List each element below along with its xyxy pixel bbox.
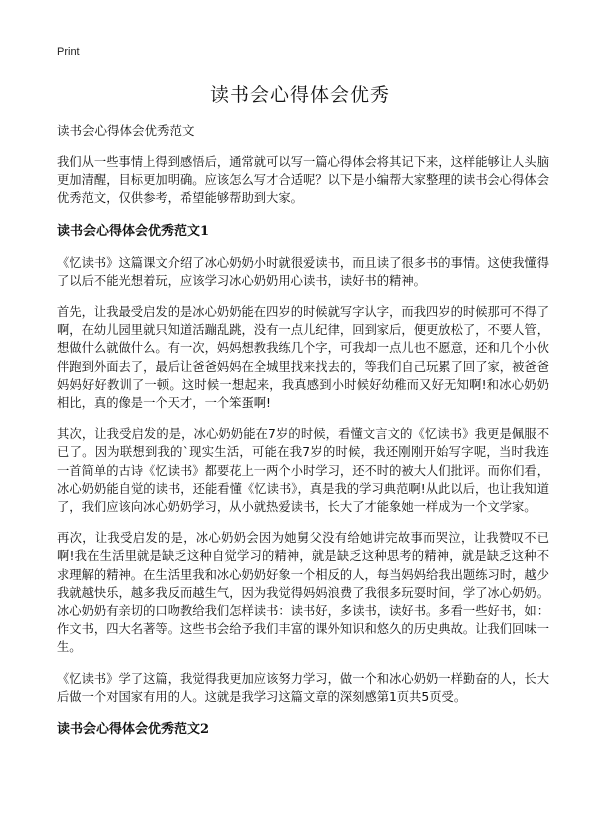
page-title: 读书会心得体会优秀 [209,84,390,106]
body-paragraph: 再次，让我受启发的是，冰心奶奶会因为她舅父没有给她讲完故事而哭泣，让我赞叹不已啊!我在生活里就是缺乏这种自觉学习的精神，就是缺乏这种思考的精神，就是缺乏这种不求理解的精神。在生活里我和冰心奶奶好象一个相反的人，每当妈妈给我出题练习时，越少我就越快乐，越多我反而越生气，因为我觉得妈妈浪费了我很多玩耍时间，学了冰心奶奶。冰心奶奶有亲切的口吻教给我们怎样读书：读书好，多读书，读好书。多看一些好书，如：作文书，四大名著等。这些书会给予我们丰富的课外知识和悠久的历史典故。让我们回味一生。 [57,531,549,655]
document-body [57,122,549,739]
section-heading-1: 读书会心得体会优秀范文1 [57,223,210,239]
body-paragraph: 《忆读书》学了这篇，我觉得我更加应该努力学习，做一个和冰心奶奶一样勤奋的人，长大后做一个对国家有用的人。这就是我学习这篇文章的深刻感第1页共5页受。 [57,671,549,704]
section-heading-2: 读书会心得体会优秀范文2 [57,722,210,738]
document-subtitle: 读书会心得体会优秀范文 [57,123,195,138]
print-link[interactable]: Print [57,46,80,58]
body-paragraph: 其次，让我受启发的是，冰心奶奶能在7岁的时候，看懂文言文的《忆读书》我更是佩服不已了。因为联想到我的`现实生活，可能在我7岁的时候，我还刚刚开始写字呢，当时我连一首简单的古诗《忆读书》都要花上一两个小时学习，还不时的被大人们批评。而你们看，冰心奶奶能自觉的读书，还能看懂《忆读书》，真是我的学习典范啊!从此以后，也让我知道了，我们应该向冰心奶奶学习，从小就热爱读书，长大了才能象她一样成为一个文学家。 [57,427,549,515]
body-paragraph: 首先，让我最受启发的是冰心奶奶能在四岁的时候就写字认字，而我四岁的时候那可不得了啊，在幼儿园里就只知道活蹦乱跳，没有一点儿纪律，回到家后，便更放松了，不要人管，想做什么就做什么。有一次，妈妈想教我练几个字，可我却一点儿也不愿意，还和几个小伙伴跑到外面去了，最后让爸爸妈妈在全城里找来找去的，等我们自己玩累了回了家，被爸爸妈妈好好教训了一顿。这时候一想起来，我真感到小时候好幼稚而又好无知啊!和冰心奶奶相比，真的像是一个天才，一个笨蛋啊! [57,305,549,411]
body-paragraph: 《忆读书》这篇课文介绍了冰心奶奶小时就很爱读书，而且读了很多书的事情。这使我懂得了以后不能光想着玩，应该学习冰心奶奶用心读书，读好书的精神。 [57,255,549,288]
intro-paragraph: 我们从一些事情上得到感悟后，通常就可以写一篇心得体会将其记下来，这样能够让人头脑更加清醒，目标更加明确。应该怎么写才合适呢？以下是小编帮大家整理的读书会心得体会优秀范文，仅供参考，希望能够帮助到大家。 [57,155,549,206]
